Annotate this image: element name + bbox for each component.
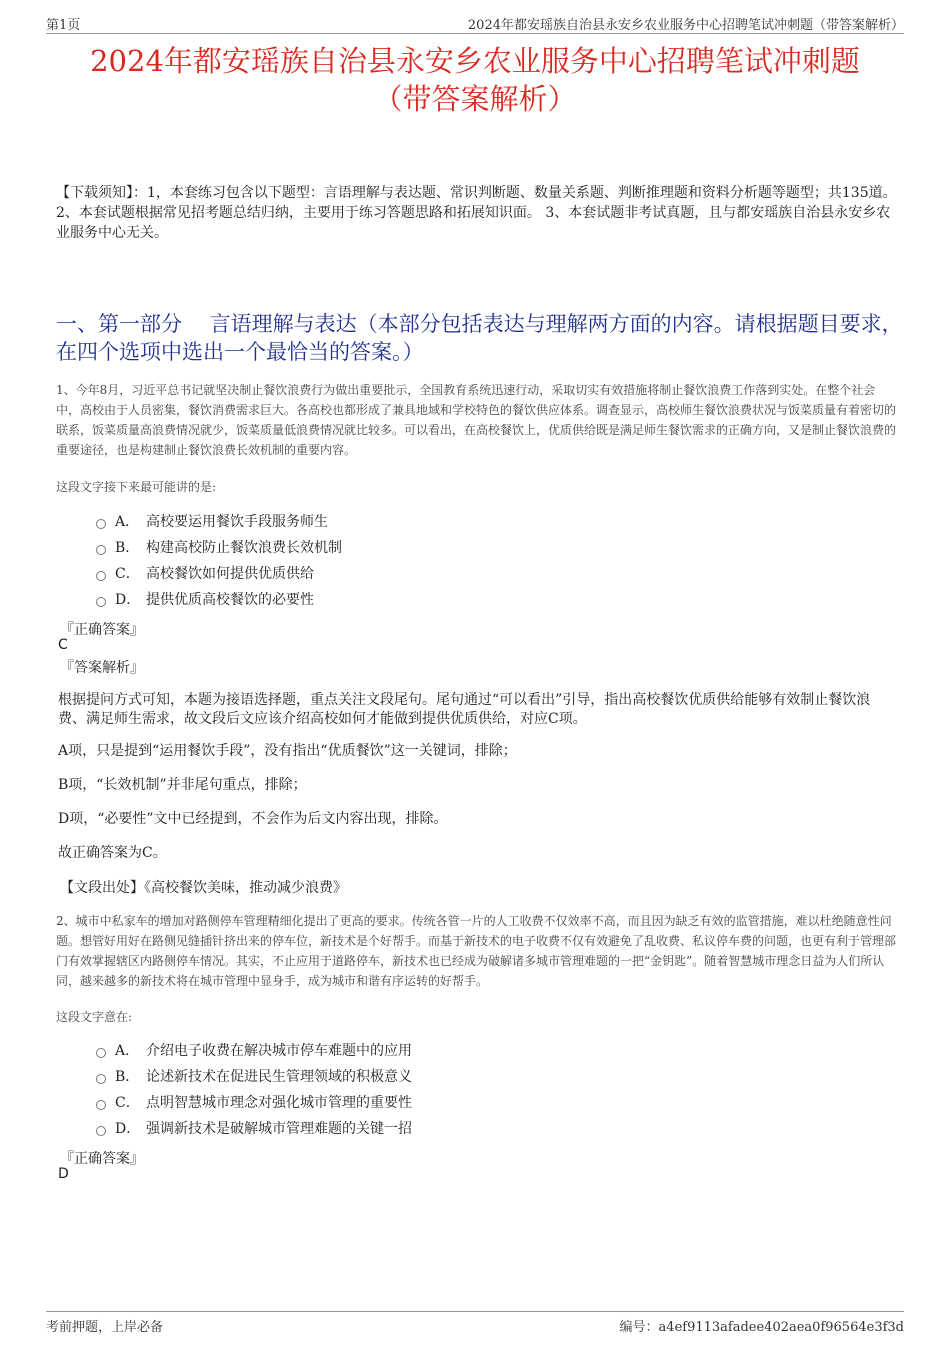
radio-icon[interactable]	[96, 1048, 106, 1058]
analysis-option-d: D项，“必要性”文中已经提到，不会作为后文内容出现，排除。	[58, 811, 448, 827]
answer-label: 『正确答案』	[60, 1151, 144, 1167]
analysis-option-b: B项，“长效机制”并非尾句重点，排除；	[58, 777, 307, 793]
option-key: D．	[115, 592, 141, 608]
analysis-label: 『答案解析』	[60, 660, 144, 676]
radio-icon[interactable]	[96, 545, 106, 555]
radio-icon[interactable]	[96, 1074, 106, 1084]
option-key: C．	[115, 1095, 140, 1111]
header-divider	[46, 33, 904, 34]
question-1-prompt: 这段文字接下来最可能讲的是:	[56, 480, 217, 494]
passage-source: 【文段出处】《高校餐饮美味，推动减少浪费》	[60, 880, 347, 896]
option-text: 高校要运用餐饮手段服务师生	[146, 514, 328, 530]
download-notice: 【下载须知】：1，本套练习包含以下题型：言语理解与表达题、常识判断题、数量关系题、判断推理题和资料分析题等题型；共135道。 2、本套试题根据常见招考题总结归纳，主要用于练习答题思路和拓展知识面。 3、本套试题非考试真题，且与都安瑶族自治县永安乡农业服务中心无关。	[56, 185, 897, 241]
option-key: A．	[115, 514, 140, 530]
page-title	[40, 42, 910, 118]
option-key: B．	[115, 540, 140, 556]
option-text: 高校餐饮如何提供优质供给	[146, 566, 314, 582]
radio-icon[interactable]	[96, 519, 106, 529]
option-b[interactable]	[96, 1064, 412, 1090]
radio-icon[interactable]	[96, 1126, 106, 1136]
radio-icon[interactable]	[96, 1100, 106, 1110]
radio-icon[interactable]	[96, 597, 106, 607]
correct-answer: C	[58, 637, 68, 653]
option-text: 介绍电子收费在解决城市停车难题中的应用	[146, 1043, 412, 1059]
section-heading: 一、第一部分 言语理解与表达（本部分包括表达与理解两方面的内容。请根据题目要求，在四个选项中选出一个最恰当的答案。）	[56, 312, 903, 364]
option-key: C．	[115, 566, 140, 582]
option-c[interactable]	[96, 1090, 412, 1116]
option-d[interactable]	[96, 1116, 412, 1142]
correct-answer: D	[58, 1166, 69, 1182]
question-2-options	[96, 1038, 412, 1142]
page-number: 第1页	[46, 18, 81, 33]
footer-slogan: 考前押题，上岸必备	[46, 1320, 164, 1335]
header-doc-title: 2024年都安瑶族自治县永安乡农业服务中心招聘笔试冲刺题（带答案解析）	[467, 18, 904, 33]
question-1-options	[96, 509, 342, 613]
page-title-line1: 2024年都安瑶族自治县永安乡农业服务中心招聘笔试冲刺题	[90, 44, 860, 78]
option-d[interactable]	[96, 587, 342, 613]
option-text: 构建高校防止餐饮浪费长效机制	[146, 540, 342, 556]
page-title-line2: （带答案解析）	[373, 82, 577, 116]
footer-doc-id: 编号：a4ef9113afadee402aea0f96564e3f3d	[619, 1320, 904, 1335]
option-a[interactable]	[96, 509, 342, 535]
option-text: 提供优质高校餐饮的必要性	[146, 592, 314, 608]
option-key: A．	[115, 1043, 140, 1059]
option-b[interactable]	[96, 535, 342, 561]
option-text: 论述新技术在促进民生管理领域的积极意义	[146, 1069, 412, 1085]
option-a[interactable]	[96, 1038, 412, 1064]
option-text: 点明智慧城市理念对强化城市管理的重要性	[146, 1095, 412, 1111]
analysis-conclusion: 故正确答案为C。	[58, 845, 167, 861]
option-text: 强调新技术是破解城市管理难题的关键一招	[146, 1121, 412, 1137]
answer-label: 『正确答案』	[60, 622, 144, 638]
question-2-text: 2、城市中私家车的增加对路侧停车管理精细化提出了更高的要求。传统各管一片的人工收费不仅效率不高，而且因为缺乏有效的监管措施，难以杜绝随意性问题。想管好用好在路侧见缝插针挤出来的停车位，新技术是个好帮手。而基于新技术的电子收费不仅有效避免了乱收费、私议停车费的问题，也更有利于管理部门有效掌握辖区内路侧停车情况。其实，不止应用于道路停车，新技术也已经成为破解诸多城市管理难题的一把“金钥匙”。随着智慧城市理念日益为人们所认同，越来越多的新技术将在城市管理中显身手，成为城市和谐有序运转的好帮手。	[56, 914, 897, 988]
question-2-prompt: 这段文字意在:	[56, 1010, 133, 1024]
question-1-text: 1、今年8月，习近平总书记就坚决制止餐饮浪费行为做出重要批示，全国教育系统迅速行动，采取切实有效措施将制止餐饮浪费工作落到实处。在整个社会中，高校由于人员密集，餐饮消费需求巨大。各高校也都形成了兼具地域和学校特色的餐饮供应体系。调查显示，高校师生餐饮浪费状况与饭菜质量有着密切的联系，饭菜质量高浪费情况就少，饭菜质量低浪费情况就比较多。可以看出，在高校餐饮上，优质供给既是满足师生餐饮需求的正确方向，又是制止餐饮浪费的重要途径，也是构建制止餐饮浪费长效机制的重要内容。	[56, 383, 897, 457]
radio-icon[interactable]	[96, 571, 106, 581]
analysis-paragraph: 根据提问方式可知，本题为接语选择题，重点关注文段尾句。尾句通过“可以看出”引导，指出高校餐饮优质供给能够有效制止餐饮浪费、满足师生需求，故文段后文应该介绍高校如何才能做到提供优质供给，对应C项。	[58, 692, 871, 727]
footer-divider	[46, 1311, 904, 1312]
option-key: D．	[115, 1121, 141, 1137]
option-key: B．	[115, 1069, 140, 1085]
option-c[interactable]	[96, 561, 342, 587]
analysis-option-a: A项，只是提到“运用餐饮手段”，没有指出“优质餐饮”这一关键词，排除；	[58, 743, 517, 759]
